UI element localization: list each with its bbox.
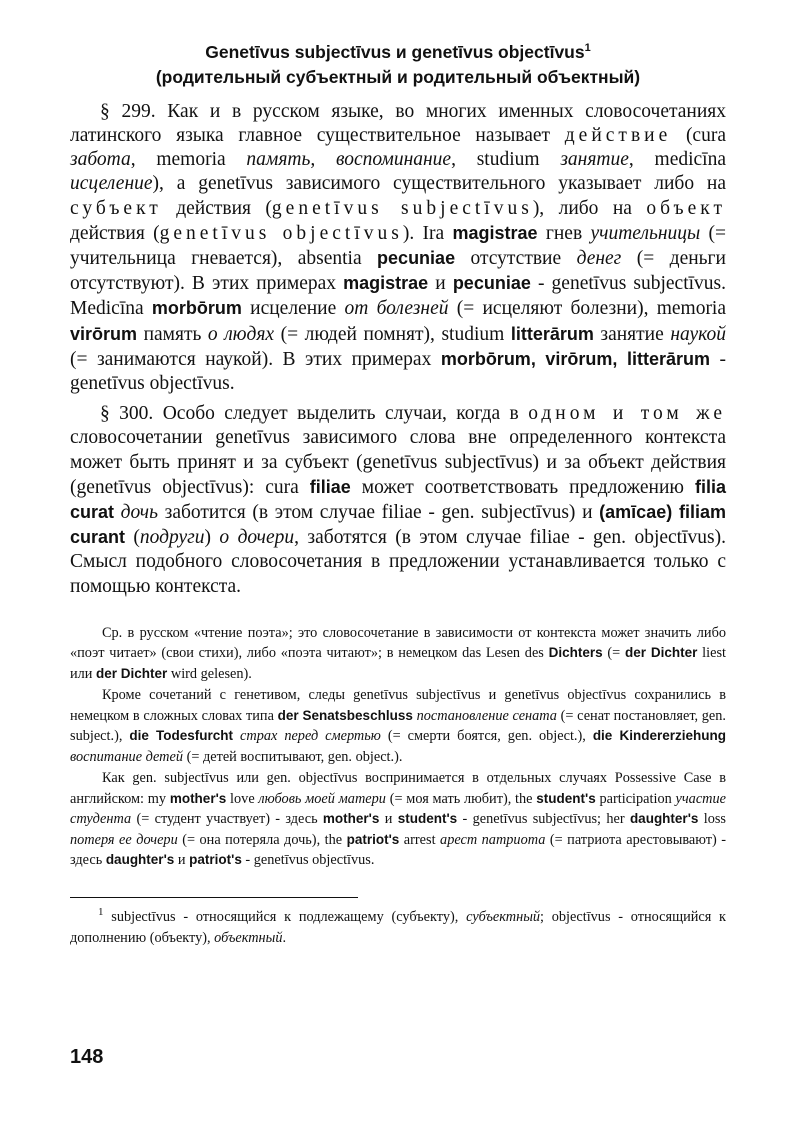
- text-run: (= студент участвует) - здесь: [131, 811, 323, 828]
- text-run: действие: [564, 125, 672, 147]
- text-run: страх перед смертью: [240, 728, 381, 745]
- paragraph-299: [70, 100, 726, 396]
- text-run: (cura: [671, 125, 726, 147]
- text-run: filia curat: [70, 476, 726, 523]
- text-run: наукой: [670, 323, 727, 345]
- text-run: , studium: [451, 149, 561, 171]
- text-run: student's: [397, 811, 458, 827]
- text-run: (= моя мать любит), the: [385, 790, 537, 807]
- text-run: wird gelesen).: [167, 665, 252, 682]
- text-run: объект: [646, 197, 726, 219]
- text-run: денег: [576, 248, 622, 270]
- text-run: (= патриота арестовывают) - здесь: [70, 831, 726, 869]
- text-run: участие студента: [70, 790, 726, 828]
- text-run: словосочетании genetīvus зависимого слова вне определенного контекста может быть принят и за субъект (genetīvus subjectīvus) и за объект действия (genetīvus objectīvus): cura: [70, 427, 726, 498]
- text-run: (= детей воспитывают, gen. object.).: [183, 748, 403, 765]
- text-run: virōrum: [70, 323, 138, 344]
- text-run: (= занимаются наукой). В этих примерах: [70, 348, 441, 370]
- text-run: [233, 728, 240, 744]
- text-run: субъектный: [466, 908, 541, 925]
- text-run: исцеление: [241, 298, 345, 320]
- text-run: любовь моей матери: [258, 790, 386, 807]
- text-run: гнев: [537, 222, 591, 244]
- text-run: participation: [595, 790, 676, 807]
- text-run: magistrae: [452, 222, 538, 243]
- text-run: и: [174, 852, 190, 869]
- text-run: der Senatsbeschluss: [277, 707, 413, 723]
- text-run: Dichters: [548, 645, 603, 661]
- text-run: , medicīna: [628, 149, 726, 171]
- text-run: от болезней: [344, 298, 449, 320]
- text-run: (: [125, 527, 140, 549]
- text-run: pecuniae: [377, 248, 456, 269]
- text-run: дочь: [120, 502, 158, 524]
- text-run: (= учительница гневается), absentia: [70, 222, 727, 270]
- text-run: одном и том же: [528, 403, 726, 425]
- text-run: действия (: [161, 197, 272, 219]
- text-run: Как gen. subjectīvus или gen. objectīvus воспринимается в отдельных случаях Possessive Case в английском: my: [70, 770, 726, 807]
- text-run: daughter's: [629, 811, 699, 827]
- footnote-divider: [70, 897, 358, 898]
- text-run: - genetīvus objectīvus.: [241, 852, 375, 869]
- section-heading: [70, 36, 726, 90]
- text-run: .: [282, 929, 287, 946]
- text-run: , заботятся (в этом случае filiae - gen. objectīvus). Смысл подобного словосочетания в предложении устанавливается только с помощью контекста.: [70, 527, 726, 597]
- text-run: morbōrum: [151, 298, 242, 319]
- paragraph-300: [70, 402, 726, 599]
- text-run: loss: [698, 811, 726, 828]
- text-run: (= деньги отсутствуют). В этих примерах: [70, 248, 726, 295]
- text-run: - genetīvus subjectīvus; her: [457, 811, 630, 828]
- text-run: исцеление: [70, 173, 153, 195]
- text-run: потеря ее дочери: [70, 831, 178, 848]
- text-run: (= она потеряла дочь), the: [177, 831, 347, 848]
- text-run: der Dichter: [624, 645, 698, 661]
- text-run: о людях: [207, 323, 275, 345]
- heading-line-2: (родительный субъектный и родительный объектный): [155, 66, 641, 87]
- note-paragraph-3: [70, 768, 726, 871]
- text-run: забота: [70, 149, 131, 171]
- text-run: genetīvus subjectīvus: [271, 197, 533, 219]
- text-run: patriot's: [189, 852, 242, 868]
- text-run: и: [379, 811, 398, 828]
- text-run: Ср. в русском «чтение поэта»; это словосочетание в зависимости от контекста может значить либо «поэт читает» (свои стихи), либо «поэта читают»; в немецком das Lesen des: [70, 624, 726, 662]
- text-run: ). Ira: [402, 222, 453, 244]
- text-run: и: [428, 273, 453, 295]
- text-run: [114, 502, 121, 523]
- heading-line-1: Genetīvus subjectīvus и genetīvus objectīvus$^1$: [205, 41, 591, 62]
- text-run: занятие: [560, 149, 629, 171]
- text-run: litterārum: [510, 323, 594, 344]
- page-number: 148: [70, 1046, 104, 1068]
- note-paragraph-2: [70, 685, 726, 767]
- text-run: magistrae: [343, 273, 429, 294]
- text-run: воспитание детей: [70, 748, 183, 765]
- text-run: , memoria: [130, 149, 247, 171]
- text-run: die Todesfurcht: [129, 728, 234, 744]
- text-run: student's: [536, 790, 596, 806]
- text-run: § 299. Как и в русском языке, во многих именных словосочетаниях латинского языка главное существительное называет: [70, 100, 726, 147]
- text-run: субъект: [70, 197, 162, 219]
- text-run: может соответствовать предложению: [350, 476, 695, 498]
- text-run: отсутствие: [455, 248, 577, 270]
- text-run: память, воспоминание: [246, 149, 452, 171]
- text-run: § 300. Особо следует выделить случаи, когда в: [100, 403, 529, 425]
- text-run: арест патриота: [440, 831, 546, 848]
- text-run: учительницы: [590, 222, 701, 244]
- text-run: ), а genetīvus зависимого существительного указывает либо на: [152, 173, 726, 195]
- text-run: daughter's: [105, 852, 175, 868]
- main-text: [70, 100, 726, 599]
- text-run: der Dichter: [96, 665, 168, 681]
- note-paragraph-1: [70, 623, 726, 685]
- text-run: ), либо на: [532, 197, 647, 219]
- text-run: patriot's: [346, 831, 400, 847]
- text-run: заботится (в этом случае filiae - gen. subjectīvus) и: [157, 502, 600, 524]
- text-run: действия (: [70, 222, 160, 244]
- text-run: ): [204, 527, 220, 549]
- text-run: - genetīvus objectīvus.: [70, 348, 727, 395]
- text-run: (amīcae) filiam curant: [70, 502, 726, 548]
- text-run: память: [137, 323, 208, 345]
- footnote-text: [70, 909, 726, 946]
- text-run: liest или: [70, 645, 726, 682]
- text-run: постановление сената: [416, 707, 557, 724]
- text-run: Кроме сочетаний с генетивом, следы genetīvus subjectīvus и genetīvus objectīvus сохранились в немецком в сложных словах типа: [70, 687, 726, 724]
- text-run: filiae: [309, 476, 351, 497]
- text-run: morbōrum, virōrum, litterārum: [440, 348, 711, 369]
- text-run: subjectīvus - относящийся к подлежащему (субъекту),: [103, 908, 467, 925]
- text-run: (= людей помнят), studium: [274, 323, 511, 345]
- text-run: подруги: [139, 527, 205, 549]
- text-run: arrest: [399, 831, 441, 848]
- text-run: mother's: [322, 811, 380, 827]
- text-run: genetīvus objectīvus: [159, 222, 403, 244]
- small-print-notes: [70, 623, 726, 871]
- page: [70, 30, 726, 949]
- footnote-marker: 1: [584, 42, 591, 54]
- text-run: занятие: [593, 323, 671, 345]
- text-run: о дочери: [219, 527, 295, 549]
- text-run: love: [226, 790, 259, 807]
- text-run: die Kindererziehung: [592, 728, 726, 744]
- text-run: (=: [602, 645, 625, 662]
- text-run: (= смерти боятся, gen. object.),: [380, 728, 593, 745]
- text-run: ; objectīvus - относящийся к дополнению (объекту),: [70, 908, 727, 946]
- footnote: [70, 902, 726, 949]
- text-run: (= исцеляют болезни), memoria: [448, 298, 727, 320]
- text-run: (= сенат постановляет, gen. subject.),: [70, 707, 727, 745]
- text-run: mother's: [169, 790, 227, 806]
- text-run: объектный: [214, 929, 283, 946]
- text-run: pecuniae: [452, 273, 531, 294]
- footnote-number: 1: [98, 905, 104, 918]
- text-run: - genetīvus subjectīvus. Medicīna: [70, 273, 727, 320]
